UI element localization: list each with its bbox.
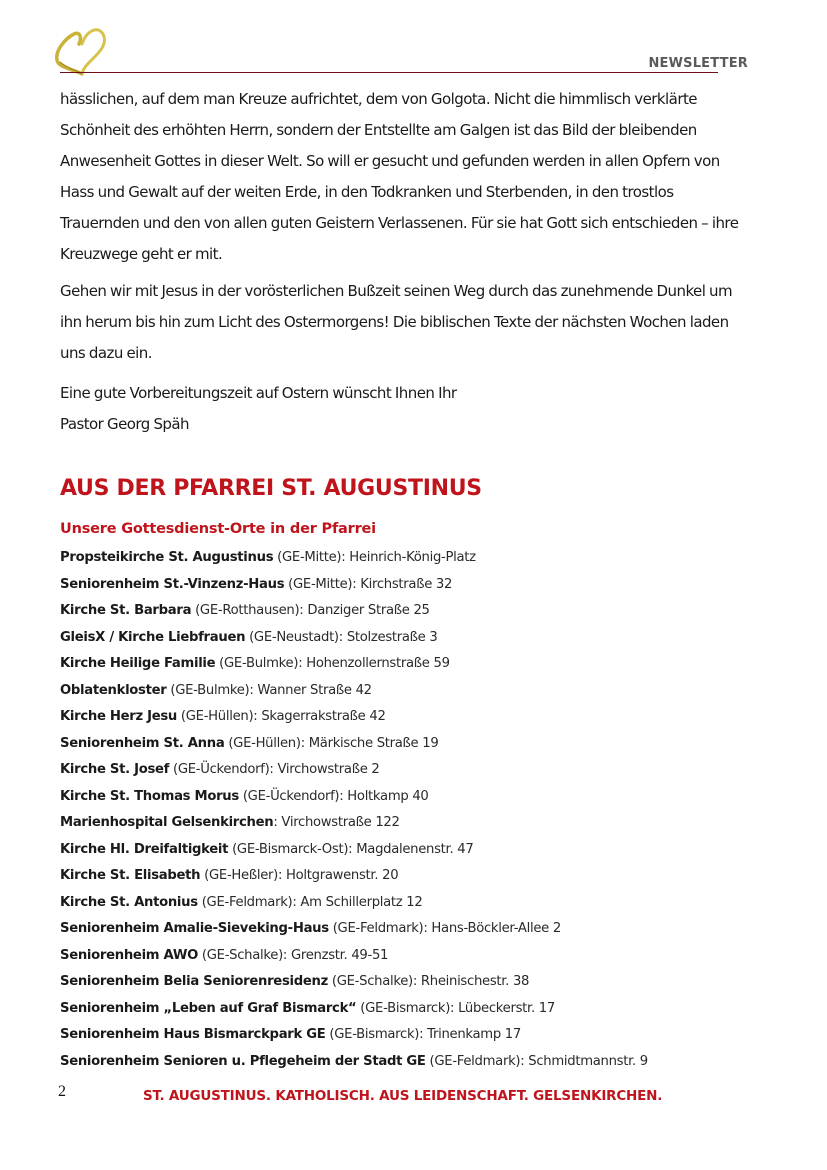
place-address: (GE-Neustadt): Stolzestraße 3 <box>245 629 438 645</box>
place-address: (GE-Heßler): Holtgrawenstr. 20 <box>200 868 399 883</box>
list-item <box>60 598 780 625</box>
signature: Pastor Georg Späh <box>60 415 189 433</box>
place-name: Kirche St. Josef <box>60 762 170 777</box>
place-address: (GE-Mitte): Kirchstraße 32 <box>284 576 453 592</box>
place-address: (GE-Bulmke): Wanner Straße 42 <box>166 682 372 698</box>
list-item <box>60 545 780 572</box>
list-item <box>60 969 780 996</box>
list-item <box>60 704 780 731</box>
place-address: (GE-Ückendorf): Holtkamp 40 <box>238 788 429 804</box>
place-address: (GE-Schalke): Rheinischestr. 38 <box>327 974 530 989</box>
list-item <box>60 1049 780 1076</box>
place-name: Seniorenheim „Leben auf Graf Bismarck“ <box>60 1000 357 1016</box>
list-item <box>60 943 780 970</box>
place-name: Kirche St. Antonius <box>60 894 198 910</box>
place-address: (GE-Rotthausen): Danziger Straße 25 <box>191 603 430 618</box>
closing-line: Eine gute Vorbereitungszeit auf Ostern wünscht Ihnen Ihr <box>60 384 457 402</box>
place-address: : Virchowstraße 122 <box>273 815 400 830</box>
place-address: (GE-Schalke): Grenzstr. 49-51 <box>198 947 389 963</box>
place-address: (GE-Hüllen): Märkische Straße 19 <box>224 735 439 751</box>
place-name: Kirche St. Thomas Morus <box>60 788 239 804</box>
places-list <box>60 545 780 1075</box>
place-address: (GE-Bulmke): Hohenzollernstraße 59 <box>215 656 450 671</box>
letter-paragraph-2: Gehen wir mit Jesus in der vorösterlichen Bußzeit seinen Weg durch das zunehmende Dunkel um ihn herum bis hin zum Licht des Ostermorgens! Die biblischen Texte der nächsten Wochen laden uns dazu ein. <box>60 282 733 362</box>
list-item <box>60 1022 780 1049</box>
list-item <box>60 678 780 705</box>
place-name: Seniorenheim Belia Seniorenresidenz <box>60 974 328 989</box>
place-address: (GE-Mitte): Heinrich-König-Platz <box>273 550 476 565</box>
section-title: AUS DER PFARREI ST. AUGUSTINUS <box>60 476 482 501</box>
list-item <box>60 784 780 811</box>
newsletter-label: NEWSLETTER <box>648 56 748 71</box>
place-name: Seniorenheim St.-Vinzenz-Haus <box>60 576 285 592</box>
list-item <box>60 837 780 864</box>
place-name: Seniorenheim Amalie-Sieveking-Haus <box>60 921 329 936</box>
place-name: Seniorenheim St. Anna <box>60 735 225 751</box>
letter-closing <box>60 378 750 440</box>
place-address: (GE-Feldmark): Schmidtmannstr. 9 <box>425 1053 648 1069</box>
place-name: Seniorenheim AWO <box>60 947 199 963</box>
section-subtitle: Unsere Gottesdienst-Orte in der Pfarrei <box>60 521 376 537</box>
list-item <box>60 651 780 678</box>
list-item <box>60 863 780 890</box>
gold-heart-logo-icon <box>52 24 114 76</box>
place-address: (GE-Feldmark): Am Schillerplatz 12 <box>197 894 423 910</box>
place-address: (GE-Hüllen): Skagerrakstraße 42 <box>177 709 386 724</box>
list-item <box>60 625 780 652</box>
list-item <box>60 890 780 917</box>
footer-motto: ST. AUGUSTINUS. KATHOLISCH. AUS LEIDENSCHAFT. GELSENKIRCHEN. <box>143 1088 663 1104</box>
place-name: Marienhospital Gelsenkirchen <box>60 815 274 830</box>
place-name: Oblatenkloster <box>60 682 167 698</box>
place-name: GleisX / Kirche Liebfrauen <box>60 629 246 645</box>
list-item <box>60 757 780 784</box>
place-address: (GE-Ückendorf): Virchowstraße 2 <box>169 762 380 777</box>
list-item <box>60 996 780 1023</box>
place-address: (GE-Bismarck): Trinenkamp 17 <box>325 1027 521 1042</box>
place-name: Seniorenheim Haus Bismarckpark GE <box>60 1027 326 1042</box>
list-item <box>60 916 780 943</box>
page-number: 2 <box>58 1083 66 1100</box>
list-item <box>60 731 780 758</box>
place-name: Kirche St. Elisabeth <box>60 868 201 883</box>
place-name: Kirche Herz Jesu <box>60 709 178 724</box>
place-address: (GE-Bismarck): Lübeckerstr. 17 <box>356 1000 555 1016</box>
header-rule <box>60 72 718 73</box>
place-name: Kirche Heilige Familie <box>60 656 216 671</box>
place-name: Propsteikirche St. Augustinus <box>60 550 274 565</box>
list-item <box>60 810 780 837</box>
place-name: Kirche Hl. Dreifaltigkeit <box>60 841 229 857</box>
place-address: (GE-Bismarck-Ost): Magdalenenstr. 47 <box>228 841 474 857</box>
place-name: Seniorenheim Senioren u. Pflegeheim der Stadt GE <box>60 1053 426 1069</box>
list-item <box>60 572 780 599</box>
place-address: (GE-Feldmark): Hans-Böckler-Allee 2 <box>328 921 561 936</box>
place-name: Kirche St. Barbara <box>60 603 192 618</box>
letter-paragraph-1: hässlichen, auf dem man Kreuze aufrichtet, dem von Golgota. Nicht die himmlisch verklärte Schönheit des erhöhten Herrn, sondern der Entstellte am Galgen ist das Bild der bleibenden Anwesenheit Gottes in dieser Welt. So will er gesucht und gefunden werden in allen Opfern von Hass und Gewalt auf der weiten Erde, in den Todkranken und Sterbenden, in den trostlos Trauernden und den von allen guten Geistern Verlassenen. Für sie hat Gott sich entschieden – ihre Kreuzwege geht er mit. <box>60 90 739 263</box>
